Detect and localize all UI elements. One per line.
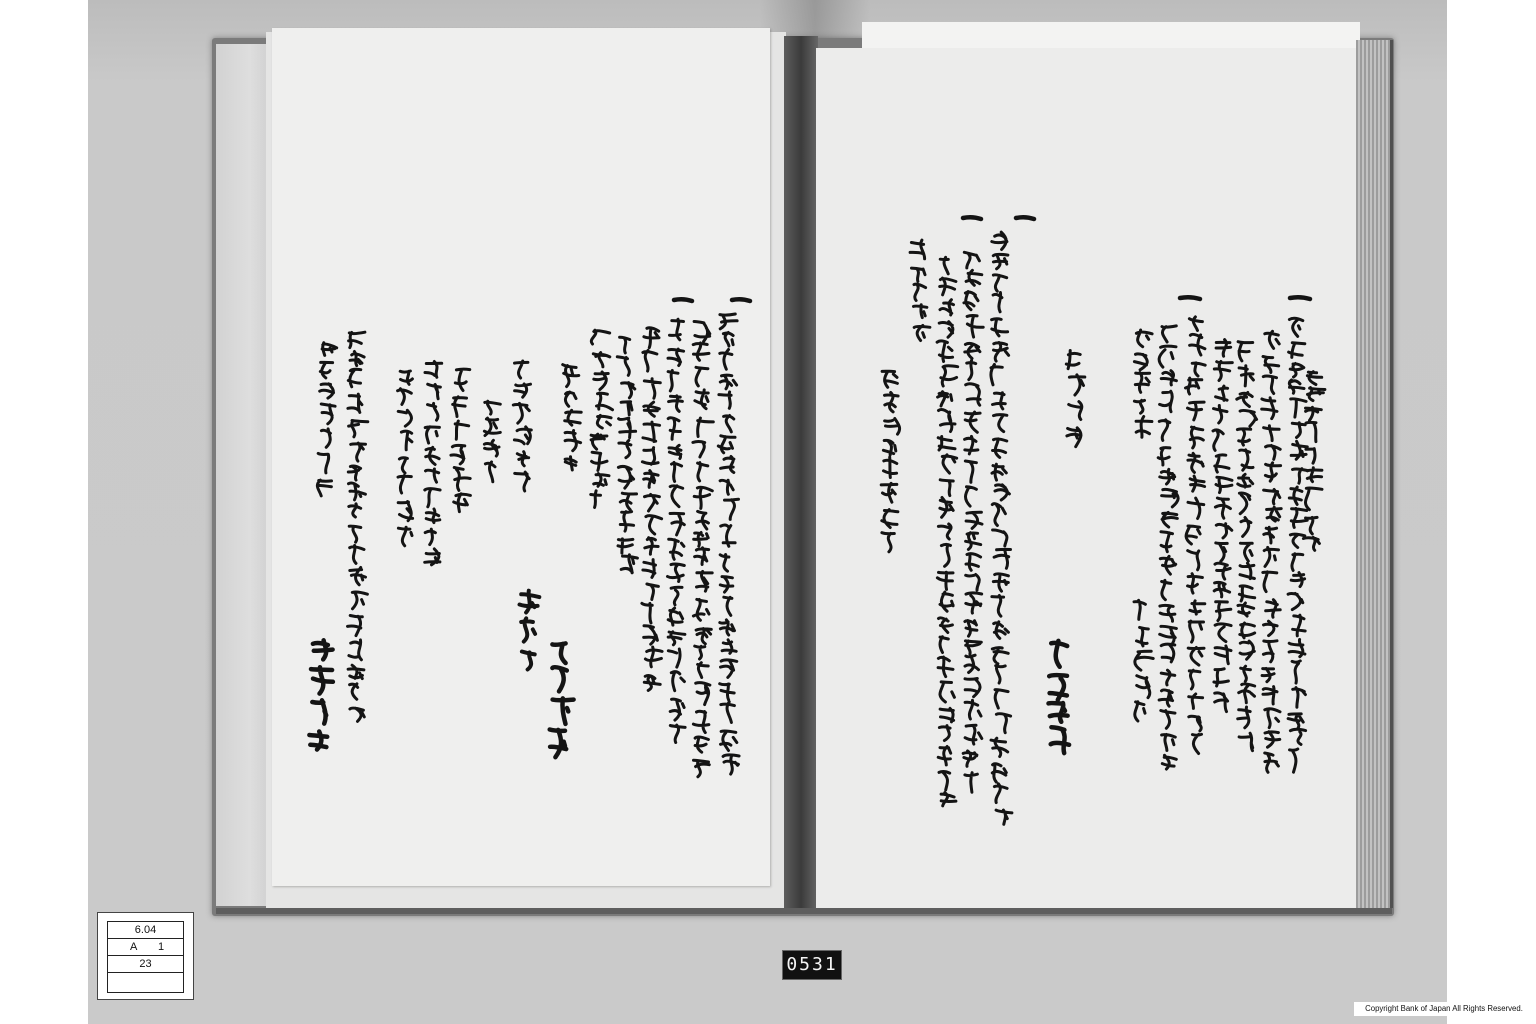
label-volume: 23 [139,958,152,970]
label-code: 6.04 [134,924,157,936]
right-page [816,48,1358,914]
label-row-2 [108,939,183,956]
label-row-1 [108,922,183,939]
label-table [107,921,184,993]
page-stack-edge [1356,40,1393,908]
frame-number: 0531 [782,950,842,980]
book-left-board [216,44,273,906]
label-number: 1 [158,941,165,953]
archive-label-card [97,912,194,1000]
left-page-sheet [272,28,770,886]
label-letter: A [130,941,138,953]
label-row-4 [108,973,183,992]
copyright-notice: Copyright Bank of Japan All Rights Reserved. [1354,1002,1534,1016]
book-bottom-edge [216,908,1392,914]
book-gutter [784,36,818,914]
label-row-3 [108,956,183,973]
